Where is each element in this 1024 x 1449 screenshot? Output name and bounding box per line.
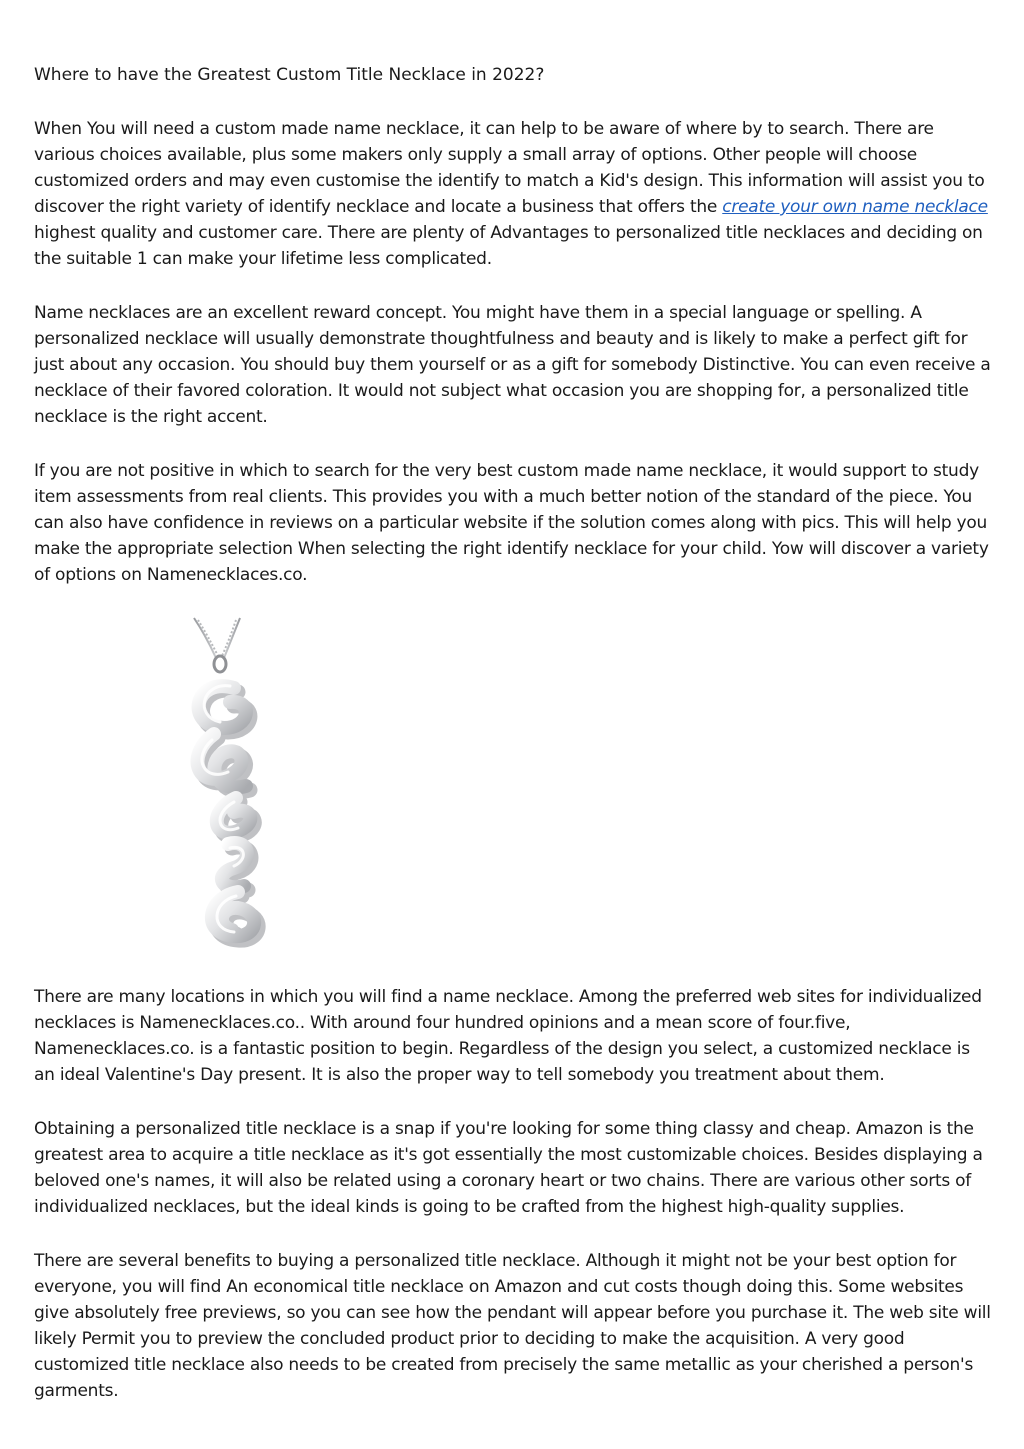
chain [194,618,240,658]
necklace-image [154,616,394,964]
necklace-picture-icon [154,616,394,964]
paragraph-2: Name necklaces are an excellent reward concept. You might have them in a special language or spelling. A personalized necklace will usually demonstrate thoughtfulness and beauty and is likely to make a perfect gift for just about any occasion. You should buy them yourself or as a gift for somebody Distinctive. You can even receive a necklace of their favored coloration. It would not subject what occasion you are shopping for, a personalized title necklace is the right accent. [34,303,991,427]
document-page [34,62,992,1432]
paragraph-4: There are many locations in which you will find a name necklace. Among the preferred web sites for individualized necklaces is Namenecklaces.co.. With around four hundred opinions and a mean score of four.five, Namenecklaces.co. is a fantastic position to begin. Regardless of the design you select, a customized necklace is an ideal Valentine's Day present. It is also the proper way to tell somebody you treatment about them. [34,987,982,1085]
jump-ring [214,656,226,672]
document-title: Where to have the Greatest Custom Title Necklace in 2022? [34,65,545,85]
paragraph-1-text-start: When You will need a custom made name necklace, it can help to be aware of where by to search. There are various choices available, plus some makers only supply a small array of options. Other people will choose customized orders and may even customise the identify to match a Kid's design. This information will assist you to discover the right variety of identify necklace and locate a business that offers the [34,119,985,217]
paragraph-1 [34,116,992,272]
paragraph-6: There are several benefits to buying a personalized title necklace. Although it might not be your best option for everyone, you will find An economical title necklace on Amazon and cut costs though doing this. Some websites give absolutely free previews, so you can see how the pendant will appear before you purchase it. The web site will likely Permit you to preview the concluded product prior to deciding to make the acquisition. A very good customized title necklace also needs to be created from precisely the same metallic as your cherished a person's garments. [34,1251,991,1401]
paragraph-5: Obtaining a personalized title necklace is a snap if you're looking for some thing classy and cheap. Amazon is the greatest area to acquire a title necklace as it's got essentially the most customizable choices. Besides displaying a beloved one's names, it will also be related using a coronary heart or two chains. There are various other sorts of individualized necklaces, but the ideal kinds is going to be crafted from the highest high-quality supplies. [34,1119,983,1217]
paragraph-3: If you are not positive in which to search for the very best custom made name necklace, it would support to study item assessments from real clients. This provides you with a much better notion of the standard of the piece. You can also have confidence in reviews on a particular website if the solution comes along with pics. This will help you make the appropriate selection When selecting the right identify necklace for your child. Yow will discover a variety of options on Namenecklaces.co. [34,461,989,585]
create-name-necklace-link[interactable]: create your own name necklace [722,197,988,217]
paragraph-1-text-end: highest quality and customer care. There are plenty of Advantages to personalized title necklaces and deciding on the suitable 1 can make your lifetime less complicated. [34,223,983,269]
